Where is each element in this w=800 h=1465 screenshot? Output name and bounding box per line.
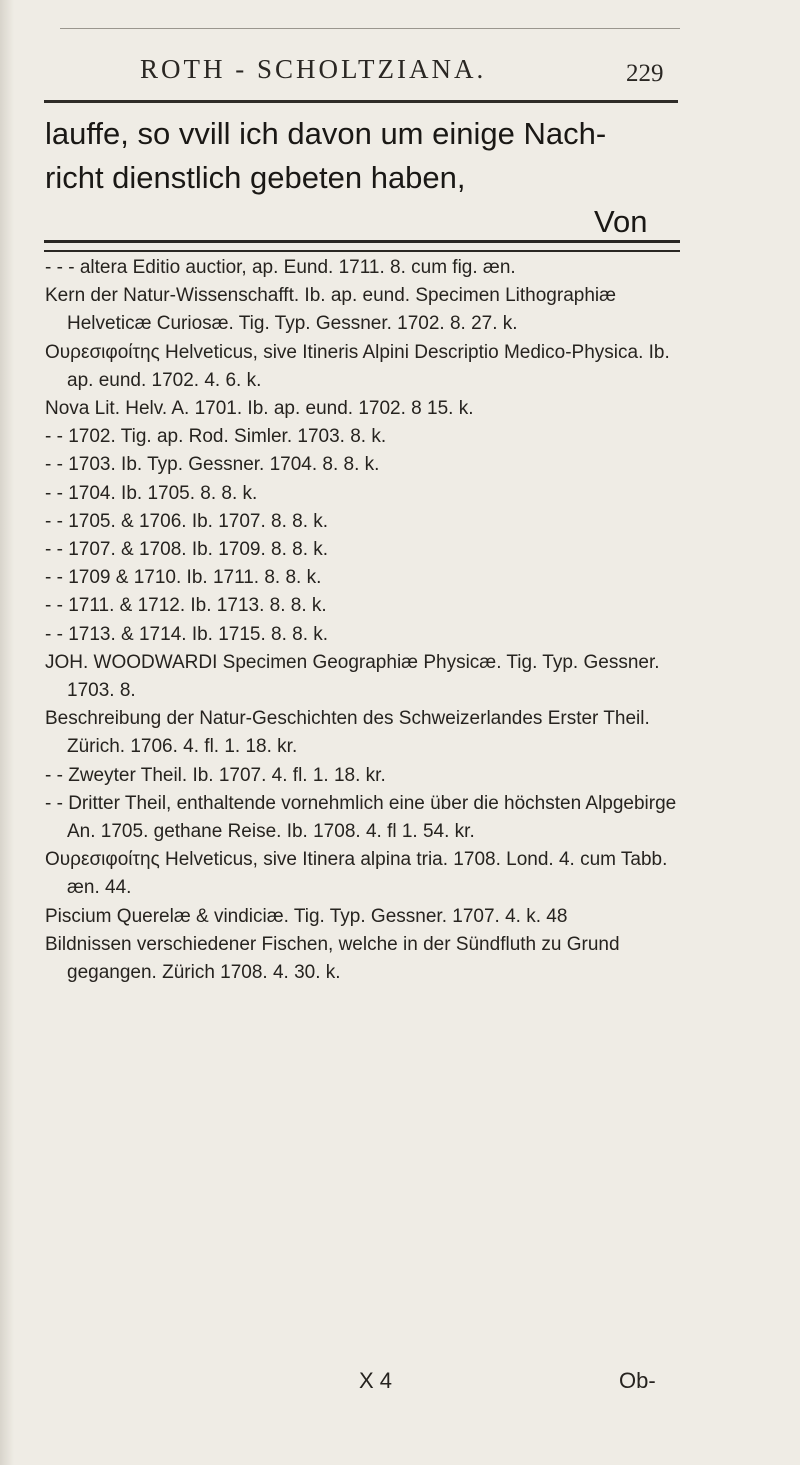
intro-line: lauffe, so vvill ich davon um einige Nach- [45, 116, 607, 151]
section-divider [44, 240, 680, 252]
bibliography-entry: Ουρεσιφοίτης Helveticus, sive Itineris Alpini Descriptio Medico-Physica. Ib. ap. eund. 1702. 4. 6. k. [45, 341, 670, 391]
section-heading-von: Von [594, 204, 648, 239]
bibliography-entry: Bildnissen verschiedener Fischen, welche in der Sündfluth zu Grund gegangen. Zürich 1708. 4. 30. k. [45, 933, 620, 984]
bibliography-entry: Kern der Natur-Wissenschafft. Ib. ap. eund. Specimen Lithographiæ Helveticæ Curiosæ. Tig. Typ. Gessner. 1702. 8. 27. k. [45, 285, 617, 335]
bibliography-list [45, 254, 695, 987]
running-head: ROTH - SCHOLTZIANA. [140, 54, 487, 84]
bibliography-entry: - - 1702. Tig. ap. Rod. Simler. 1703. 8. k. [45, 426, 387, 448]
header-rule [44, 100, 678, 103]
bibliography-entry: - - 1707. & 1708. Ib. 1709. 8. 8. k. [45, 539, 329, 561]
bibliography-entry: - - 1705. & 1706. Ib. 1707. 8. 8. k. [45, 510, 329, 532]
bibliography-entry: - - 1703. Ib. Typ. Gessner. 1704. 8. 8. k. [45, 454, 380, 476]
signature-mark: X 4 [359, 1368, 393, 1393]
page-number: 229 [626, 60, 664, 87]
bibliography-entry: - - 1704. Ib. 1705. 8. 8. k. [45, 482, 258, 504]
page-footer [45, 1368, 685, 1408]
intro-line: richt dienstlich gebeten haben, [45, 160, 466, 195]
bibliography-entry: - - 1711. & 1712. Ib. 1713. 8. 8. k. [45, 595, 327, 617]
intro-paragraph [45, 112, 685, 239]
bibliography-entry: Beschreibung der Natur-Geschichten des Schweizerlandes Erster Theil. Zürich. 1706. 4. fl. 1. 18. kr. [45, 708, 650, 758]
bibliography-entry: - - 1709 & 1710. Ib. 1711. 8. 8. k. [45, 567, 322, 589]
bibliography-entry: - - - altera Editio auctior, ap. Eund. 1711. 8. cum fig. æn. [45, 257, 516, 278]
bibliography-entry: - - Zweyter Theil. Ib. 1707. 4. fl. 1. 18. kr. [45, 764, 386, 786]
bibliography-entry: JOH. WOODWARDI Specimen Geographiæ Physicæ. Tig. Typ. Gessner. 1703. 8. [45, 651, 660, 702]
catchword: Ob- [619, 1368, 656, 1393]
bibliography-entry: Piscium Querelæ & vindiciæ. Tig. Typ. Gessner. 1707. 4. k. 48 [45, 905, 568, 927]
bibliography-entry: - - Dritter Theil, enthaltende vornehmlich eine über die höchsten Alpgebirge An. 1705. gethane Reise. Ib. 1708. 4. fl 1. 54. kr. [45, 792, 677, 843]
bibliography-entry: Ουρεσιφοίτης Helveticus, sive Itinera alpina tria. 1708. Lond. 4. cum Tabb. æn. 44. [45, 849, 668, 899]
bibliography-entry: Nova Lit. Helv. A. 1701. Ib. ap. eund. 1702. 8 15. k. [45, 398, 474, 420]
bibliography-entry: - - 1713. & 1714. Ib. 1715. 8. 8. k. [45, 623, 329, 645]
page-binding-edge [0, 0, 14, 1465]
top-margin-rule [60, 28, 680, 29]
